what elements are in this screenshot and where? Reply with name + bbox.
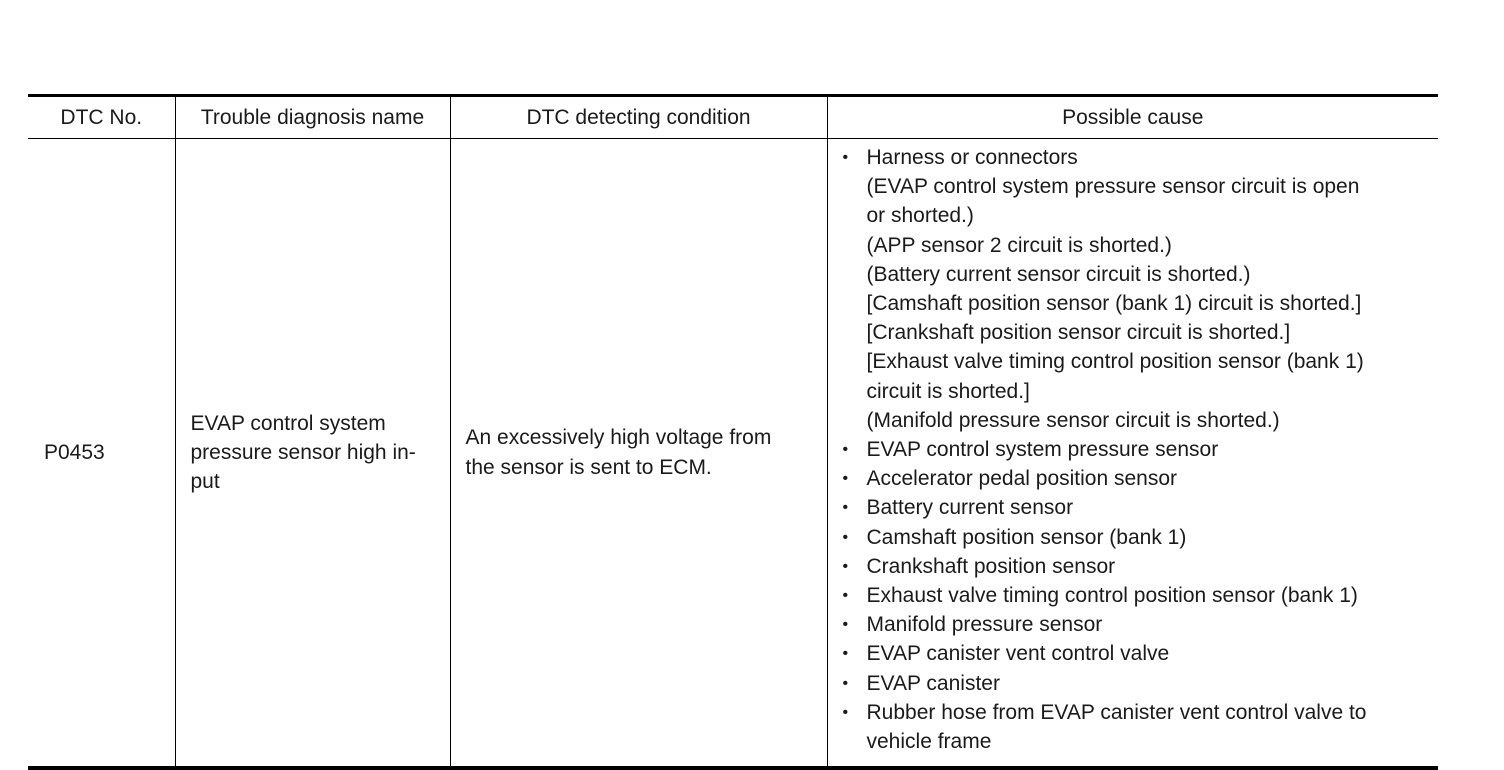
cause-item: • EVAP control system pressure sensor	[841, 435, 1435, 464]
cause-detail: [Camshaft position sensor (bank 1) circuit is shorted.]	[866, 292, 1362, 316]
cause-item: • EVAP canister vent control valve	[841, 639, 1435, 668]
cause-detail: circuit is shorted.]	[866, 379, 1030, 403]
cause-detail: (APP sensor 2 circuit is shorted.)	[866, 233, 1172, 257]
header-possible-cause: Possible cause	[827, 96, 1438, 139]
cause-detail: vehicle frame	[866, 730, 992, 754]
cause-item-rubber-hose	[841, 698, 1435, 756]
dtc-table	[28, 94, 1438, 770]
detecting-condition-cell	[450, 139, 827, 769]
table-row	[28, 139, 1438, 769]
cause-item: • Exhaust valve timing control position sensor (bank 1)	[841, 581, 1435, 610]
name-line: put	[190, 470, 220, 494]
cause-detail: [Exhaust valve timing control position sensor (bank 1)	[866, 350, 1364, 374]
dtc-number-cell: P0453	[28, 139, 175, 769]
table-header	[28, 96, 1438, 139]
cause-item: • Accelerator pedal position sensor	[841, 464, 1435, 493]
cause-label: • Harness or connectors	[866, 146, 1078, 169]
possible-cause-cell	[827, 139, 1438, 769]
header-trouble-diagnosis-name: Trouble diagnosis name	[175, 96, 450, 139]
cause-label: • Rubber hose from EVAP canister vent control valve to	[866, 700, 1367, 724]
cause-detail: or shorted.)	[866, 204, 974, 228]
cause-item: • Camshaft position sensor (bank 1)	[841, 523, 1435, 552]
condition-line: An excessively high voltage from	[465, 426, 772, 450]
name-line: EVAP control system	[190, 411, 386, 435]
cause-detail: [Crankshaft position sensor circuit is shorted.]	[866, 321, 1291, 345]
header-row	[28, 96, 1438, 139]
possible-cause-list	[841, 143, 1435, 756]
cause-item: • Battery current sensor	[841, 493, 1435, 522]
name-line: pressure sensor high in-	[190, 441, 416, 465]
header-dtc-detecting-condition: DTC detecting condition	[450, 96, 827, 139]
cause-item: • Manifold pressure sensor	[841, 610, 1435, 639]
cause-detail: (EVAP control system pressure sensor circuit is open	[866, 175, 1360, 199]
cause-detail-list	[867, 172, 1435, 435]
cause-item: • Crankshaft position sensor	[841, 552, 1435, 581]
cause-detail: (Manifold pressure sensor circuit is shorted.)	[866, 408, 1280, 432]
cause-item: • EVAP canister	[841, 669, 1435, 698]
condition-line: the sensor is sent to ECM.	[465, 455, 712, 479]
header-dtc-no: DTC No.	[28, 96, 175, 139]
trouble-diagnosis-name-cell	[175, 139, 450, 769]
cause-item-harness-or-connectors	[841, 143, 1435, 435]
cause-detail: (Battery current sensor circuit is shorted.)	[866, 262, 1251, 286]
